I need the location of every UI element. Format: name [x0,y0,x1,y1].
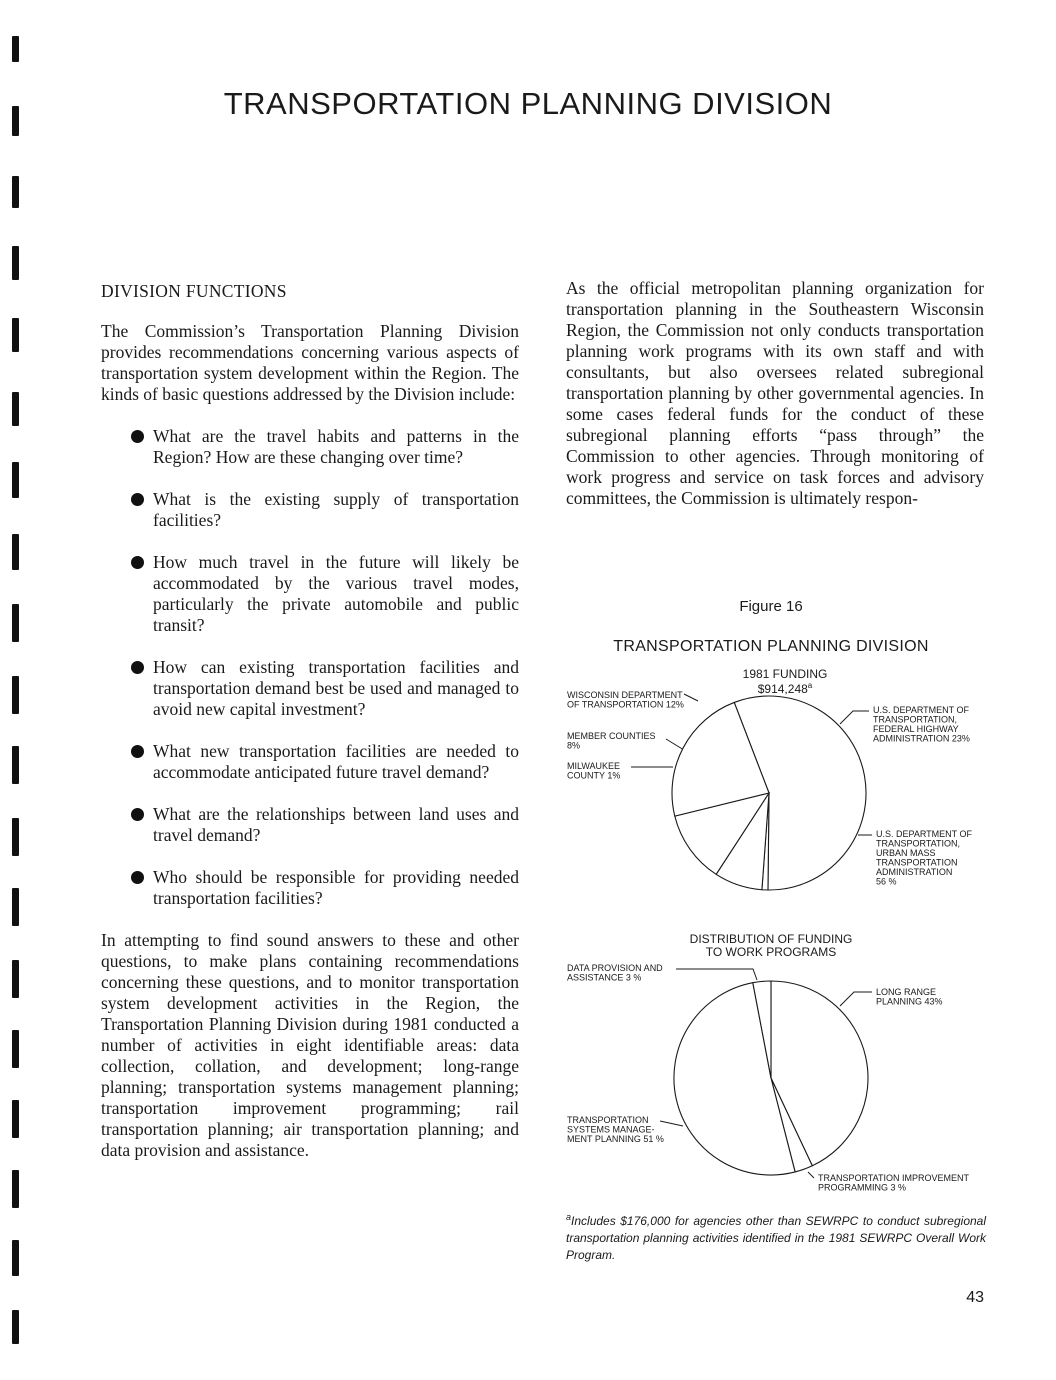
leader-line [660,1121,683,1126]
slice-label: MILWAUKEE COUNTY 1% [567,761,621,781]
intro-paragraph: The Commission’s Transportation Planning Division provides recommendations concerning various aspects of transportation system development within the Region. The kinds of basic questions addressed by the Division include: [101,321,519,404]
leader-line [808,1172,814,1178]
figure-footnote [566,1209,986,1264]
chart-title: 1981 FUNDING [742,667,828,681]
closing-paragraph: In attempting to find sound answers to these and other questions, to make plans containing recommendations concerning these questions, and to monitor transportation system development activities in the Region, the Transportation Planning Division during 1981 conducted a number of activities in eight identifiable areas: data collection, collation, and development; long-range planning; transportation systems management planning; transportation improvement programming; rail transportation planning; air transportation planning; and data provision and assistance. [101,930,519,1160]
figure-label: Figure 16 [739,598,803,615]
leader-line [840,992,872,1006]
slice-label: WISCONSIN DEPARTMENT OF TRANSPORTATION 12% [567,690,684,710]
footnote-marker: a [566,1212,572,1222]
right-paragraph: As the official metropolitan planning organization for transportation planning in the Southeastern Wisconsin Region, the Commission not only conducts transportation planning work programs with its own staff and with consultants, but also oversees related subregional transportation planning by other governmental agencies. In some cases federal funds for the conduct of these subregional planning efforts “pass through” the Commission to other agencies. Through monitoring of work progress and service on task forces and advisory committees, the Commission is ultimately respon- [566,278,984,508]
leader-line [684,694,698,701]
figure-title: TRANSPORTATION PLANNING DIVISION [613,638,929,655]
leader-line [676,969,757,980]
question-text: What are the relationships between land uses and travel demand? [153,804,519,845]
page-number: 43 [966,1289,984,1306]
question-text: How can existing transportation facilities and transportation demand best be used and managed to avoid new capital investment? [153,657,519,719]
slice-label: TRANSPORTATION IMPROVEMENT PROGRAMMING 3 % [818,1173,970,1193]
section-heading: DIVISION FUNCTIONS [101,281,287,301]
chart-total: $914,248$^a$ [757,681,813,696]
footnote-text: Includes $176,000 for agencies other than SEWRPC to conduct subregional transportation planning activities identified in the 1981 SEWRPC Overall Work Program. [566,1214,986,1262]
slice-label: U.S. DEPARTMENT OF TRANSPORTATION, URBAN MASS TRANSPORTATION ADMINISTRATION 56 % [876,829,973,887]
question-text: Who should be responsible for providing needed transportation facilities? [153,867,519,908]
slice-label: TRANSPORTATION SYSTEMS MANAGE-MENT PLANNING 51 % [567,1115,664,1144]
question-text: What is the existing supply of transportation facilities? [153,489,519,530]
slice-label: U.S. DEPARTMENT OF TRANSPORTATION, FEDERAL HIGHWAY ADMINISTRATION 23% [873,705,970,744]
question-text: What new transportation facilities are needed to accommodate anticipated future travel demand? [153,741,519,782]
question-text: What are the travel habits and patterns in the Region? How are these changing over time? [153,426,519,467]
page-title: TRANSPORTATION PLANNING DIVISION [223,86,833,121]
leader-line [840,711,869,724]
slice-label: LONG RANGE PLANNING 43% [876,987,943,1007]
chart-title: DISTRIBUTION OF FUNDING TO WORK PROGRAMS [689,932,853,959]
slice-label: DATA PROVISION AND ASSISTANCE 3 % [567,963,663,983]
leader-line [666,739,684,750]
question-text: How much travel in the future will likely be accommodated by the various travel modes, particularly the private automobile and public transit? [153,552,519,635]
slice-label: MEMBER COUNTIES 8% [567,731,656,751]
